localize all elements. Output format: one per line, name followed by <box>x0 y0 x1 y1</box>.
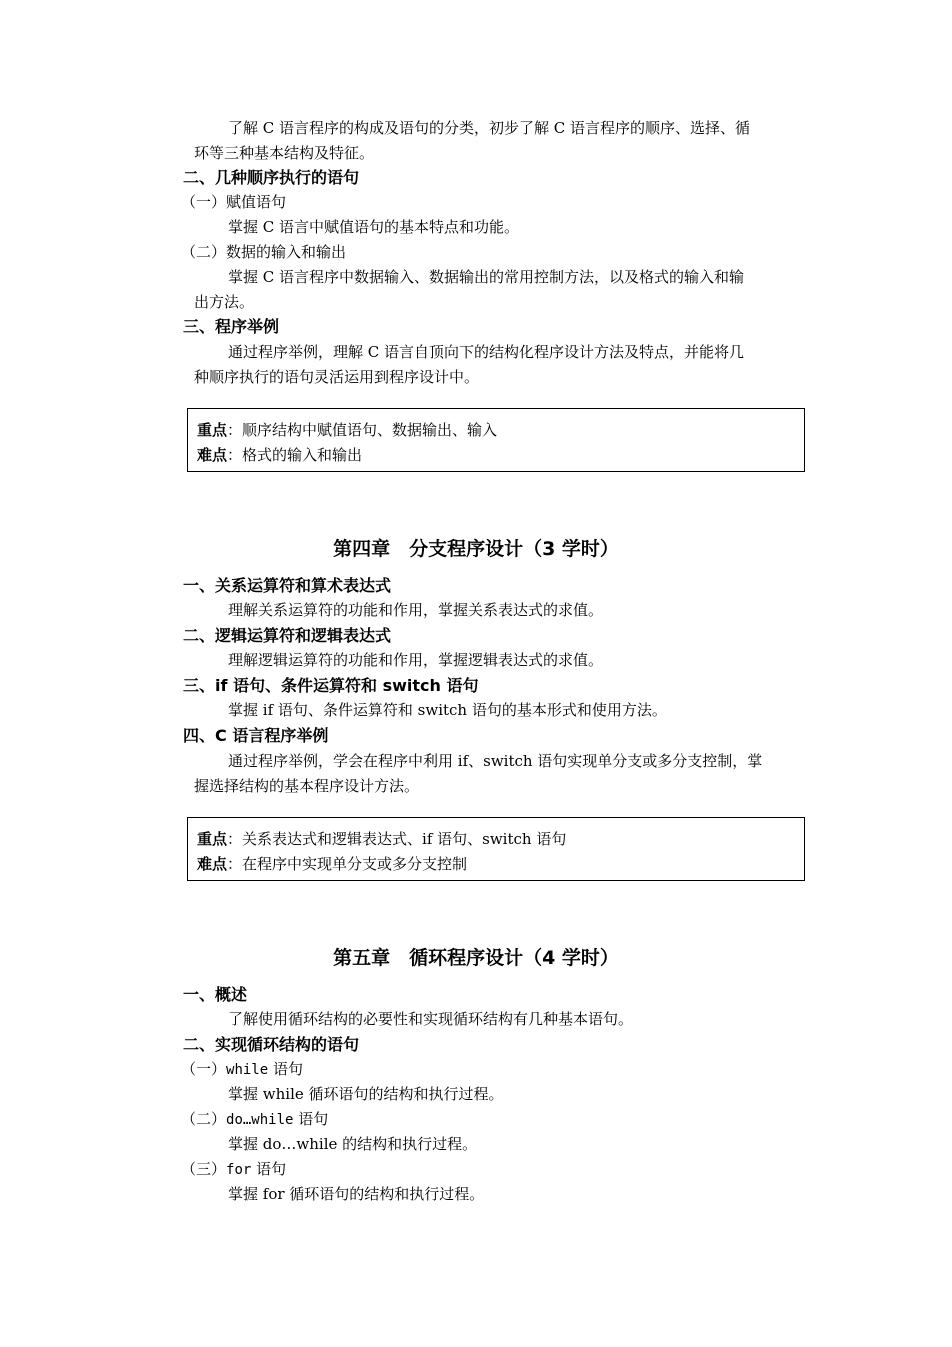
paragraph-line: 种顺序执行的语句灵活运用到程序设计中。 <box>194 368 480 386</box>
difficulty-row <box>197 445 362 465</box>
intro-paragraph-line: 了解 C 语言程序的构成及语句的分类，初步了解 C 语言程序的顺序、选择、循 <box>228 119 751 137</box>
subsection-prefix: （二） <box>181 1110 227 1128</box>
subsection-prefix: （三） <box>181 1160 227 1178</box>
key-point-row <box>197 829 566 849</box>
subsection-suffix: 语句 <box>293 1110 329 1128</box>
key-point-row <box>197 420 497 440</box>
subsection-label <box>181 1159 286 1180</box>
paragraph-line: 出方法。 <box>194 293 255 311</box>
subsection-label <box>181 1059 303 1080</box>
code-keyword: for <box>226 1162 252 1178</box>
key-label: 重点 <box>197 421 228 439</box>
subsection-label: （一）赋值语句 <box>181 193 287 211</box>
subsection-suffix: 语句 <box>268 1060 303 1078</box>
difficulty-text: ：格式的输入和输出 <box>227 446 363 464</box>
paragraph-line: 了解使用循环结构的必要性和实现循环结构有几种基本语句。 <box>228 1010 634 1028</box>
section-heading: 一、概述 <box>183 985 248 1004</box>
section-heading: 二、几种顺序执行的语句 <box>183 168 360 187</box>
paragraph-line: 掌握 for 循环语句的结构和执行过程。 <box>228 1185 485 1203</box>
subsection-label <box>181 1109 328 1130</box>
key-points-box <box>187 408 805 472</box>
difficulty-row <box>197 854 467 874</box>
paragraph-line: 掌握 C 语言中赋值语句的基本特点和功能。 <box>228 218 520 236</box>
subsection-label: （二）数据的输入和输出 <box>181 243 347 261</box>
key-text: ：顺序结构中赋值语句、数据输出、输入 <box>227 421 498 439</box>
paragraph-line: 理解关系运算符的功能和作用，掌握关系表达式的求值。 <box>228 601 604 619</box>
chapter-title: 第四章 分支程序设计（3 学时） <box>333 538 619 560</box>
section-heading: 一、关系运算符和算术表达式 <box>183 576 392 595</box>
difficulty-label: 难点 <box>197 855 228 873</box>
code-keyword: while <box>226 1062 269 1078</box>
section-heading: 二、逻辑运算符和逻辑表达式 <box>183 626 392 645</box>
section-heading: 二、实现循环结构的语句 <box>183 1035 360 1054</box>
paragraph-line: 掌握 C 语言程序中数据输入、数据输出的常用控制方法，以及格式的输入和输 <box>228 268 745 286</box>
subsection-prefix: （一） <box>181 1060 227 1078</box>
paragraph-line: 掌握 do…while 的结构和执行过程。 <box>228 1135 478 1153</box>
section-heading: 三、程序举例 <box>183 317 280 336</box>
key-label: 重点 <box>197 830 228 848</box>
chapter-title: 第五章 循环程序设计（4 学时） <box>333 947 619 969</box>
paragraph-line: 理解逻辑运算符的功能和作用，掌握逻辑表达式的求值。 <box>228 651 604 669</box>
code-keyword: do…while <box>226 1112 294 1128</box>
paragraph-line: 通过程序举例，理解 C 语言自顶向下的结构化程序设计方法及特点，并能将几 <box>228 343 745 361</box>
paragraph-line: 通过程序举例，学会在程序中利用 if、switch 语句实现单分支或多分支控制，掌 <box>228 752 763 770</box>
difficulty-text: ：在程序中实现单分支或多分支控制 <box>227 855 468 873</box>
subsection-suffix: 语句 <box>251 1160 287 1178</box>
paragraph-line: 掌握 while 循环语句的结构和执行过程。 <box>228 1085 504 1103</box>
section-heading: 三、if 语句、条件运算符和 switch 语句 <box>183 676 479 695</box>
intro-paragraph-line: 环等三种基本结构及特征。 <box>194 144 375 162</box>
section-heading: 四、C 语言程序举例 <box>183 726 329 745</box>
key-text: ：关系表达式和逻辑表达式、if 语句、switch 语句 <box>227 830 567 848</box>
paragraph-line: 握选择结构的基本程序设计方法。 <box>194 777 420 795</box>
difficulty-label: 难点 <box>197 446 228 464</box>
paragraph-line: 掌握 if 语句、条件运算符和 switch 语句的基本形式和使用方法。 <box>228 701 667 719</box>
key-points-box <box>187 817 805 881</box>
